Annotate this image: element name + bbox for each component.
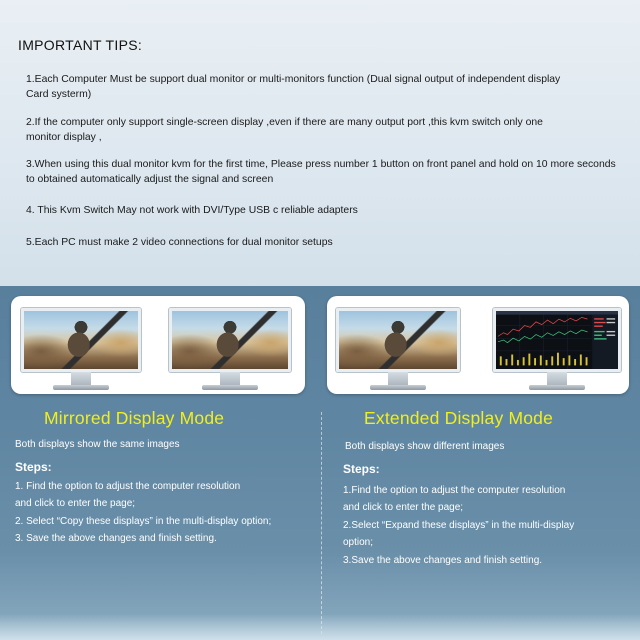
monitor-base [370, 385, 426, 390]
extended-steps-label: Steps: [343, 462, 380, 476]
monitor-base [529, 385, 585, 390]
stock-chart-image [496, 311, 618, 369]
tips-section [0, 0, 640, 286]
game-image [172, 311, 288, 369]
monitor-base [53, 385, 109, 390]
extended-mode-subtitle: Both displays show different images [345, 441, 505, 452]
monitor-stand [388, 372, 408, 386]
monitor-screen [169, 308, 291, 372]
extended-steps-text: 1.Find the option to adjust the computer resolution and click to enter the page; 2.Select “Expand these displays” in the multi-display option; 3.Save the above changes and finish setting. [343, 485, 575, 566]
mirrored-steps-label: Steps: [15, 460, 52, 474]
tip-5: 5.Each PC must make 2 video connections for dual monitor setups [26, 237, 333, 248]
monitor-screen [336, 308, 460, 372]
monitor-left [336, 308, 460, 390]
game-image [339, 311, 457, 369]
monitor-screen [21, 308, 141, 372]
monitor-stand [71, 372, 91, 386]
mirrored-mode-subtitle: Both displays show the same images [15, 439, 180, 450]
monitor-stand [220, 372, 240, 386]
monitor-right [169, 308, 291, 390]
tip-1: 1.Each Computer Must be support dual monitor or multi-monitors function (Dual signal output of independent display Card systerm) [26, 74, 561, 100]
mirrored-monitors-panel [11, 296, 305, 394]
monitor-base [202, 385, 258, 390]
tip-3: 3.When using this dual monitor kvm for the first time, Please press number 1 button on front panel and hold on 10 more seconds to obtained automatically adjust the signal and screen [26, 159, 616, 185]
monitor-right [493, 308, 621, 390]
bottom-fade [0, 614, 640, 640]
tips-title: IMPORTANT TIPS: [18, 37, 143, 53]
monitor-left [21, 308, 141, 390]
column-divider [321, 412, 322, 634]
extended-mode-title: Extended Display Mode [364, 408, 554, 428]
tip-2: 2.If the computer only support single-screen display ,even if there are many output port ,this kvm switch only one monitor display , [26, 117, 543, 143]
extended-monitors-panel [327, 296, 629, 394]
mirrored-steps-text: 1. Find the option to adjust the computer resolution and click to enter the page; 2. Select “Copy these displays” in the multi-display option; 3. Save the above changes and finish setting. [15, 481, 272, 545]
tip-4: 4. This Kvm Switch May not work with DVI/Type USB c reliable adapters [26, 205, 358, 216]
game-image [24, 311, 138, 369]
mirrored-mode-title: Mirrored Display Mode [44, 408, 225, 428]
monitor-screen [493, 308, 621, 372]
modes-section [0, 286, 640, 640]
monitor-stand [547, 372, 567, 386]
